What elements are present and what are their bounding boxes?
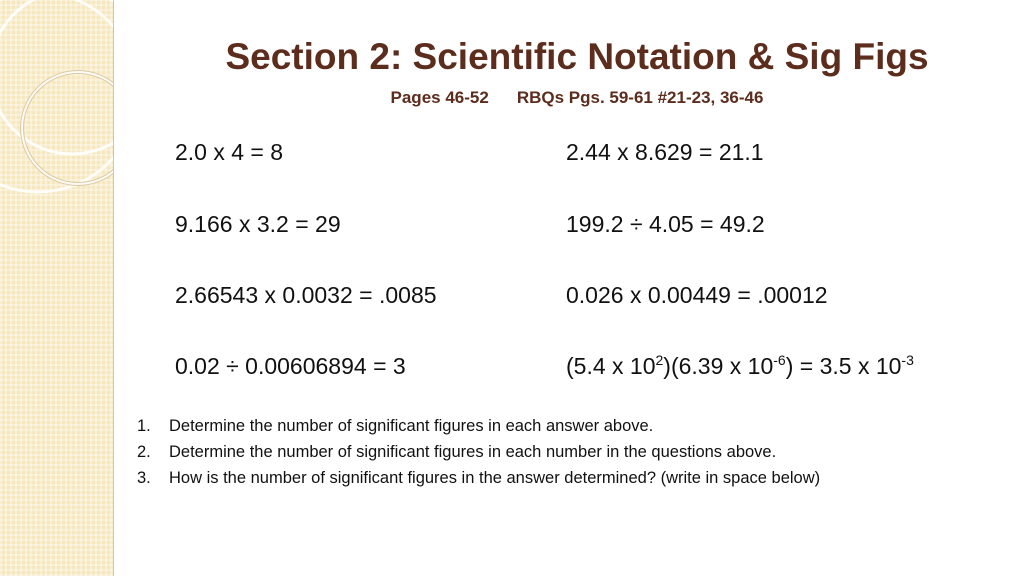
question-item (137, 465, 1007, 491)
question-number: 2. (137, 443, 151, 461)
equation-right-2: 199.2 ÷ 4.05 = 49.2 (566, 211, 765, 237)
question-list (137, 413, 1007, 491)
decorative-circles (0, 0, 113, 576)
question-text: Determine the number of significant figures in each number in the questions above. (169, 443, 777, 461)
sci-part-b: )(6.39 x 10 (663, 353, 774, 379)
question-text: How is the number of significant figures in the answer determined? (write in space below) (169, 469, 821, 487)
page-title: Section 2: Scientific Notation & Sig Figs (225, 36, 929, 77)
equation-left-3: 2.66543 x 0.0032 = .0085 (175, 282, 437, 308)
sci-part-a: (5.4 x 10 (566, 353, 656, 379)
question-number: 1. (137, 417, 151, 435)
equation-left-2: 9.166 x 3.2 = 29 (175, 211, 341, 237)
equation-right-3: 0.026 x 0.00449 = .00012 (566, 282, 828, 308)
equation-right-1: 2.44 x 8.629 = 21.1 (566, 139, 764, 165)
question-text: Determine the number of significant figures in each answer above. (169, 417, 654, 435)
subtitle-pages: Pages 46-52 (390, 88, 489, 107)
equation-left-1: 2.0 x 4 = 8 (175, 139, 284, 165)
sci-part-c: ) = 3.5 x 10 (785, 353, 902, 379)
subtitle-rbqs: RBQs Pgs. 59-61 #21-23, 36-46 (516, 88, 764, 107)
equation-right-4-scientific (566, 353, 914, 380)
equation-left-4: 0.02 ÷ 0.00606894 = 3 (175, 353, 406, 379)
sci-exponent-a: 2 (655, 352, 664, 368)
decorative-side-band (0, 0, 114, 576)
question-item (137, 413, 1007, 439)
question-number: 3. (137, 469, 151, 487)
page-subtitle (130, 88, 1024, 108)
question-item (137, 439, 1007, 465)
sci-exponent-b: -6 (773, 352, 786, 368)
sci-exponent-c: -3 (901, 352, 914, 368)
